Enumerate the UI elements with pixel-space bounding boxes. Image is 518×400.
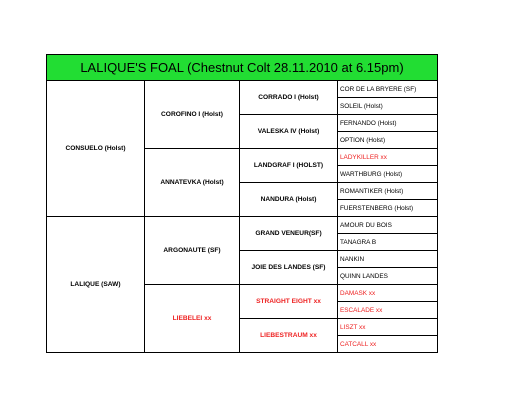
dam-dam-dam-cell: LIEBESTRAUM xx: [240, 319, 338, 353]
gen4-cell-5: LADYKILLER xx: [338, 149, 438, 166]
dam-sire-dam-cell: JOIE DES LANDES (SF): [240, 251, 338, 285]
gen4-cell-13: DAMASK xx: [338, 285, 438, 302]
page-title: LALIQUE'S FOAL (Chestnut Colt 28.11.2010 at 6.15pm): [47, 55, 438, 81]
title-row: [47, 55, 438, 81]
sire-dam-cell: ANNATEVKA (Holst): [145, 149, 240, 217]
pedigree-table: [46, 54, 438, 353]
gen4-cell-14: ESCALADE xx: [338, 302, 438, 319]
dam-sire-sire-cell: GRAND VENEUR(SF): [240, 217, 338, 251]
gen4-cell-3: FERNANDO (Holst): [338, 115, 438, 132]
gen4-cell-10: TANAGRA B: [338, 234, 438, 251]
dam-dam-cell: LIEBELEI xx: [145, 285, 240, 353]
sire-cell: CONSUELO (Holst): [47, 81, 145, 217]
gen4-cell-6: WARTHBURG (Holst): [338, 166, 438, 183]
sire-sire-cell: COROFINO I (Holst): [145, 81, 240, 149]
gen4-cell-12: QUINN LANDES: [338, 268, 438, 285]
dam-sire-cell: ARGONAUTE (SF): [145, 217, 240, 285]
gen4-cell-11: NANKIN: [338, 251, 438, 268]
sire-sire-dam-cell: VALESKA IV (Holst): [240, 115, 338, 149]
gen4-cell-7: ROMANTIKER (Holst): [338, 183, 438, 200]
gen4-cell-8: FUERSTENBERG (Holst): [338, 200, 438, 217]
gen4-cell-15: LISZT xx: [338, 319, 438, 336]
dam-cell: LALIQUE (SAW): [47, 217, 145, 353]
sire-dam-sire-cell: LANDGRAF I (HOLST): [240, 149, 338, 183]
gen4-cell-4: OPTION (Holst): [338, 132, 438, 149]
gen4-cell-9: AMOUR DU BOIS: [338, 217, 438, 234]
sire-dam-dam-cell: NANDURA (Holst): [240, 183, 338, 217]
gen4-cell-2: SOLEIL (Holst): [338, 98, 438, 115]
sire-sire-sire-cell: CORRADO I (Holst): [240, 81, 338, 115]
dam-dam-sire-cell: STRAIGHT EIGHT xx: [240, 285, 338, 319]
gen4-cell-16: CATCALL xx: [338, 336, 438, 353]
gen4-cell-1: COR DE LA BRYERE (SF): [338, 81, 438, 98]
